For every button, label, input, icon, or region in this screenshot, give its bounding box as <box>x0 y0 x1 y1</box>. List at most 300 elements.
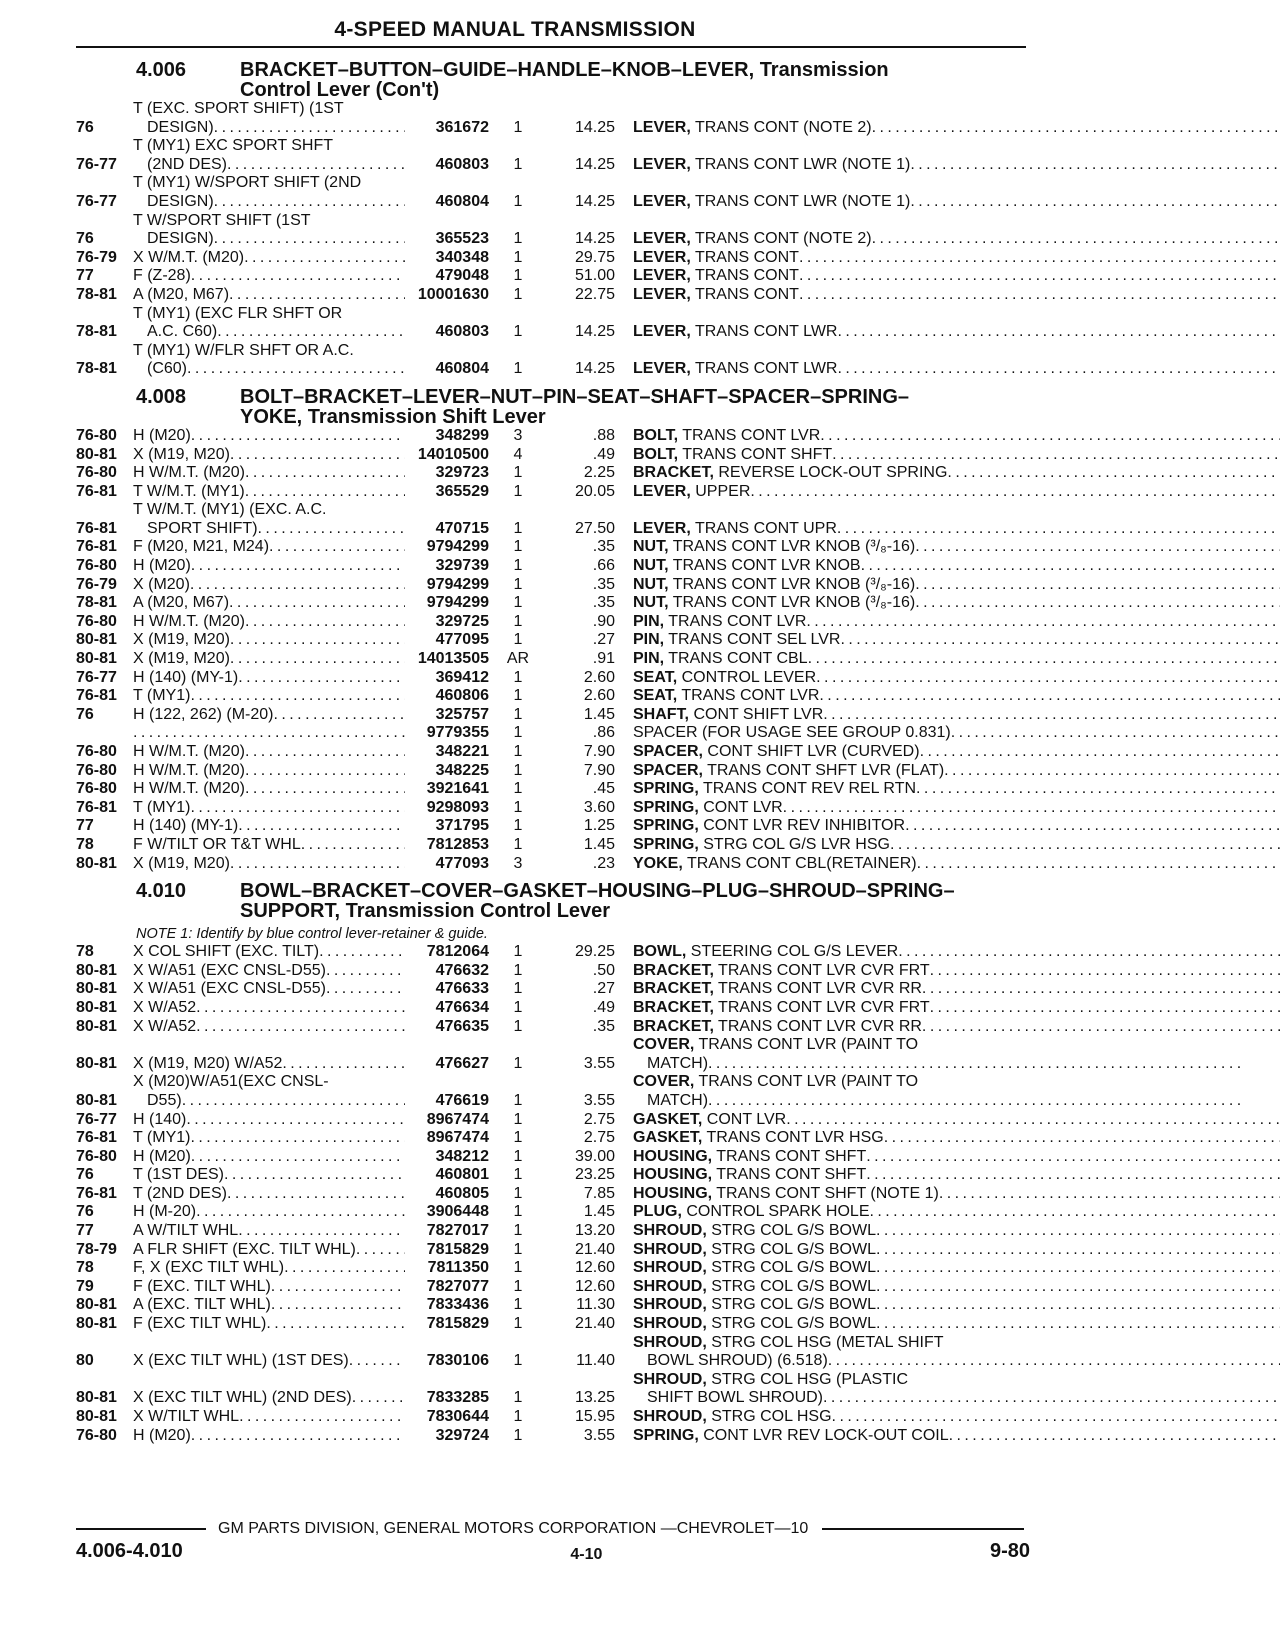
part-keyword: NUT, <box>633 594 669 612</box>
section-title-line: Control Lever (Con't) <box>240 79 440 101</box>
dot-leader <box>708 1092 1241 1111</box>
part-row <box>76 669 1034 688</box>
part-name <box>615 1203 1280 1222</box>
usage-text: (2ND DES) <box>147 155 228 173</box>
part-keyword: PIN, <box>633 650 665 668</box>
dot-leader <box>190 799 405 818</box>
price: .27 <box>592 980 615 998</box>
part-name-line <box>633 1036 1241 1055</box>
part-number: 348225 <box>435 761 489 779</box>
price: .23 <box>592 854 615 872</box>
section-title-line: BRACKET–BUTTON–GUIDE–HANDLE–KNOB–LEVER, Transmission <box>240 59 889 81</box>
usage-line <box>133 342 405 361</box>
part-number: 477095 <box>435 631 489 649</box>
model-years: 78-81 <box>76 285 117 303</box>
part-name <box>615 980 1280 999</box>
usage-description <box>133 943 405 962</box>
model-years: 80-81 <box>76 1017 117 1035</box>
usage-description <box>133 174 405 211</box>
part-number: 8967474 <box>426 1129 489 1147</box>
part-name-text: SEAT, TRANS CONT LVR <box>633 687 820 705</box>
part-name-text: SHROUD, STRG COL HSG <box>633 1408 832 1425</box>
part-number: 329739 <box>435 557 489 575</box>
usage-text: T (MY1) <box>133 687 191 705</box>
usage-line <box>133 1203 405 1222</box>
part-name-line <box>633 669 1280 688</box>
model-years: 76-81 <box>76 482 117 500</box>
part-name-text: BRACKET, TRANS CONT LVR CVR RR <box>633 980 922 998</box>
model-years: 76-81 <box>76 1184 117 1202</box>
part-name-text: LEVER, TRANS CONT LWR <box>633 323 838 341</box>
part-keyword: COVER, <box>633 1036 695 1054</box>
dot-leader <box>230 446 405 465</box>
model-years: 78-81 <box>76 360 117 378</box>
part-row <box>76 1222 1034 1241</box>
usage-description <box>133 762 405 781</box>
usage-line <box>133 501 405 520</box>
usage-description <box>133 980 405 999</box>
dot-leader <box>816 669 1280 688</box>
dot-leader <box>274 706 406 725</box>
part-row <box>76 1185 1034 1204</box>
part-name-line <box>633 119 1280 138</box>
part-name-line <box>633 962 1280 981</box>
model-years: 76 <box>76 1203 94 1221</box>
part-name <box>615 669 1280 688</box>
part-row <box>76 799 1034 818</box>
part-name-text: SHROUD, STRG COL HSG (METAL SHIFT <box>633 1333 944 1351</box>
part-name-text: SHROUD, STRG COL G/S BOWL <box>633 1259 876 1277</box>
part-name-line <box>633 650 1280 669</box>
part-name-line <box>633 687 1280 706</box>
part-number: 14013505 <box>417 650 489 668</box>
part-number: 7815829 <box>426 1315 489 1333</box>
part-name-line <box>633 1334 1280 1353</box>
part-name-text: BOLT, TRANS CONT SHFT <box>633 445 833 463</box>
part-row <box>76 594 1034 613</box>
model-years: 77 <box>76 817 94 835</box>
usage-description <box>133 1315 405 1334</box>
usage-description <box>133 1148 405 1167</box>
dot-leader <box>910 156 1280 175</box>
usage-description <box>133 1073 405 1110</box>
part-name-text: LEVER, TRANS CONT <box>633 285 799 303</box>
part-row <box>76 943 1034 962</box>
quantity: 1 <box>513 1315 523 1333</box>
dot-leader <box>920 743 1280 762</box>
quantity: 1 <box>513 575 523 593</box>
part-name-line <box>633 1278 1280 1297</box>
model-years: 76-80 <box>76 1426 117 1444</box>
usage-line <box>133 855 405 874</box>
usage-line <box>133 780 405 799</box>
part-number: 476632 <box>435 961 489 979</box>
dot-leader <box>230 855 405 874</box>
part-keyword: LEVER, <box>633 360 691 378</box>
dot-leader <box>238 817 405 836</box>
part-name-line <box>633 193 1280 212</box>
quantity: 1 <box>513 980 523 998</box>
part-keyword: LEVER, <box>633 248 691 266</box>
part-name-text: SEAT, CONTROL LEVER <box>633 668 817 686</box>
part-name-line <box>633 799 1280 818</box>
part-row <box>76 538 1034 557</box>
usage-text: DESIGN) <box>147 118 214 136</box>
usage-text: F (EXC. TILT WHL) <box>133 1277 271 1295</box>
part-row <box>76 1371 1034 1408</box>
model-years: 76-79 <box>76 575 117 593</box>
part-keyword: GASKET, <box>633 1129 703 1147</box>
part-number: 460805 <box>435 1184 489 1202</box>
part-keyword: BRACKET, <box>633 1017 714 1035</box>
usage-line <box>133 1427 405 1446</box>
usage-description <box>133 286 405 305</box>
part-name <box>615 557 1280 576</box>
usage-text: X (M20) <box>133 575 190 593</box>
dot-leader <box>949 1427 1280 1446</box>
dot-leader <box>819 687 1280 706</box>
usage-line <box>133 1073 405 1092</box>
part-keyword: LEVER, <box>633 519 691 537</box>
part-name <box>615 1296 1280 1315</box>
part-row <box>76 613 1034 632</box>
model-years: 76-80 <box>76 1147 117 1165</box>
model-years: 79 <box>76 1277 94 1295</box>
part-name-text: HOUSING, TRANS CONT SHFT (NOTE 1) <box>633 1184 939 1202</box>
part-name-text: SHROUD, STRG COL G/S BOWL <box>633 1296 876 1314</box>
part-name-text: MATCH) <box>647 1054 709 1072</box>
part-keyword: BRACKET, <box>633 961 714 979</box>
usage-text: D55) <box>147 1091 182 1109</box>
usage-description <box>133 538 405 557</box>
usage-description <box>133 1427 405 1446</box>
part-name-text: LEVER, TRANS CONT (NOTE 2) <box>633 230 872 248</box>
usage-text: A (M20, M67) <box>133 594 230 612</box>
part-row <box>76 557 1034 576</box>
part-name-text: HOUSING, TRANS CONT SHFT <box>633 1166 867 1184</box>
price: 27.50 <box>574 519 615 537</box>
usage-description <box>133 1111 405 1130</box>
part-name-text: BRACKET, TRANS CONT LVR CVR FRT <box>633 998 930 1016</box>
price: .45 <box>592 780 615 798</box>
usage-line <box>133 999 405 1018</box>
part-row <box>76 1073 1034 1110</box>
usage-description <box>133 305 405 342</box>
usage-description <box>133 743 405 762</box>
part-row <box>76 501 1034 538</box>
usage-description <box>133 855 405 874</box>
part-number: 9779355 <box>426 724 489 742</box>
part-name-text: BRACKET, TRANS CONT LVR CVR RR <box>633 1017 922 1035</box>
usage-line <box>133 249 405 268</box>
part-name <box>615 780 1280 799</box>
part-name <box>615 1278 1280 1297</box>
part-name <box>615 1166 1280 1185</box>
part-name <box>615 1371 1280 1408</box>
price: 2.60 <box>583 687 615 705</box>
usage-line <box>133 1278 405 1297</box>
dot-leader <box>352 1389 405 1408</box>
usage-line <box>133 980 405 999</box>
usage-text: H (122, 262) (M-20) <box>133 705 274 723</box>
usage-line <box>133 483 405 502</box>
model-years: 76 <box>76 705 94 723</box>
usage-line <box>133 286 405 305</box>
section-title-line: BOWL–BRACKET–COVER–GASKET–HOUSING–PLUG–SHROUD–SPRING– <box>240 880 955 903</box>
part-name-text: SPRING, CONT LVR REV LOCK-OUT COIL <box>633 1426 949 1444</box>
part-keyword: SHROUD, <box>633 1259 707 1277</box>
part-name-text: NUT, TRANS CONT LVR KNOB (³/₈-16) <box>633 575 916 593</box>
model-years: 76-80 <box>76 464 117 482</box>
part-name-text: GASKET, CONT LVR <box>633 1110 787 1128</box>
part-keyword: SHROUD, <box>633 1296 707 1314</box>
usage-line <box>133 1018 405 1037</box>
usage-text: X W/TILT WHL <box>133 1408 240 1425</box>
dot-leader <box>861 557 1280 576</box>
part-keyword: SEAT, <box>633 668 678 686</box>
part-name-text: COVER, TRANS CONT LVR (PAINT TO <box>633 1073 919 1091</box>
part-name-line <box>633 1111 1280 1130</box>
dot-leader <box>190 576 405 595</box>
part-keyword: LEVER, <box>633 192 691 210</box>
dot-leader <box>806 613 1280 632</box>
part-name-text: SHROUD, STRG COL HSG (PLASTIC <box>633 1370 908 1388</box>
model-years: 80-81 <box>76 1389 117 1407</box>
quantity: 1 <box>513 248 523 266</box>
part-name <box>615 267 1280 286</box>
part-name-line <box>633 999 1280 1018</box>
quantity: 1 <box>513 594 523 612</box>
dot-leader <box>872 119 1280 138</box>
part-name-text: PIN, TRANS CONT SEL LVR <box>633 631 841 649</box>
quantity: 1 <box>513 668 523 686</box>
dot-leader <box>876 1241 1280 1260</box>
usage-line <box>133 1222 405 1241</box>
price: 3.55 <box>583 1091 615 1109</box>
quantity: 1 <box>513 1110 523 1128</box>
usage-line <box>133 669 405 688</box>
part-number: 348299 <box>435 426 489 444</box>
part-name <box>615 962 1280 981</box>
usage-description <box>133 999 405 1018</box>
price: 3.55 <box>583 1426 615 1444</box>
dot-leader <box>239 1408 405 1427</box>
price: 21.40 <box>574 1315 615 1333</box>
part-name-line <box>633 1259 1280 1278</box>
part-name-text: SHIFT BOWL SHROUD) <box>647 1389 824 1407</box>
model-years: 80 <box>76 1352 94 1370</box>
model-years: 78 <box>76 943 94 961</box>
dot-leader <box>872 230 1280 249</box>
model-years: 76 <box>76 230 94 248</box>
usage-text: (C60) <box>147 360 188 378</box>
usage-text: DESIGN) <box>147 230 214 248</box>
usage-line <box>133 1055 405 1074</box>
usage-text: T (MY1) W/SPORT SHIFT (2ND <box>133 174 362 192</box>
part-number: 7830106 <box>426 1352 489 1370</box>
usage-text: H (M20) <box>133 426 191 444</box>
usage-line <box>133 706 405 725</box>
part-keyword: YOKE, <box>633 854 683 872</box>
part-name-line <box>633 980 1280 999</box>
part-name <box>615 1111 1280 1130</box>
price: 29.25 <box>574 943 615 961</box>
part-name-text: MATCH) <box>647 1091 709 1109</box>
part-name-line <box>633 762 1280 781</box>
part-name-text: NUT, TRANS CONT LVR KNOB (³/₈-16) <box>633 594 916 612</box>
usage-description <box>133 631 405 650</box>
usage-text: SPORT SHIFT) <box>147 519 258 537</box>
usage-line <box>133 156 405 175</box>
usage-text: F (M20, M21, M24) <box>133 538 270 556</box>
part-name-line <box>633 817 1280 836</box>
part-name-line <box>633 613 1280 632</box>
quantity: 1 <box>513 1147 523 1165</box>
price: 14.25 <box>574 155 615 173</box>
model-years: 80-81 <box>76 854 117 872</box>
usage-text: H W/M.T. (M20) <box>133 743 245 760</box>
usage-text: H (140) (MY-1) <box>133 668 239 686</box>
usage-text: X (M19, M20) <box>133 650 230 668</box>
usage-text: H (140) <box>133 1110 187 1128</box>
part-name-line <box>633 286 1280 305</box>
part-name-line <box>633 1352 1280 1371</box>
part-name-text: SHROUD, STRG COL G/S BOWL <box>633 1315 876 1333</box>
price: 3.60 <box>583 798 615 816</box>
part-keyword: HOUSING, <box>633 1166 713 1184</box>
part-name-text: LEVER, TRANS CONT <box>633 267 799 285</box>
usage-description <box>133 1203 405 1222</box>
quantity: 1 <box>513 230 523 248</box>
part-number: 7812064 <box>426 943 489 961</box>
quantity: 1 <box>513 998 523 1016</box>
part-keyword: NUT, <box>633 557 669 575</box>
usage-text: T W/SPORT SHIFT (1ST <box>133 211 311 229</box>
part-number: 460806 <box>435 687 489 705</box>
usage-description <box>133 137 405 174</box>
part-row <box>76 1148 1034 1167</box>
model-years: 76-81 <box>76 519 117 537</box>
usage-line <box>133 1241 405 1260</box>
part-number: 365523 <box>435 230 489 248</box>
dot-leader <box>915 576 1280 595</box>
usage-line <box>133 943 405 962</box>
part-name <box>615 706 1280 725</box>
quantity: AR <box>506 650 530 668</box>
part-name <box>615 1148 1280 1167</box>
dot-leader <box>182 1092 405 1111</box>
dot-leader <box>890 836 1280 855</box>
part-row <box>76 1296 1034 1315</box>
part-name-text: SPRING, STRG COL G/S LVR HSG <box>633 835 890 853</box>
part-name-text: SPACER, CONT SHIFT LVR (CURVED) <box>633 743 920 760</box>
part-name <box>615 576 1280 595</box>
usage-description <box>133 1278 405 1297</box>
part-number: 7827077 <box>426 1277 489 1295</box>
part-name <box>615 538 1280 557</box>
part-name-text: YOKE, TRANS CONT CBL(RETAINER) <box>633 854 917 872</box>
part-name <box>615 1222 1280 1241</box>
usage-description <box>133 483 405 502</box>
usage-description <box>133 1241 405 1260</box>
usage-text: X (EXC TILT WHL) (2ND DES) <box>133 1389 352 1407</box>
dot-leader <box>750 483 1280 502</box>
dot-leader <box>951 724 1280 743</box>
part-name-text: BOLT, TRANS CONT LVR <box>633 426 821 444</box>
part-keyword: SHROUD, <box>633 1408 707 1425</box>
dot-leader <box>191 427 405 446</box>
dot-leader <box>866 1148 1280 1167</box>
part-row <box>76 464 1034 483</box>
part-number: 476619 <box>435 1091 489 1109</box>
quantity: 1 <box>513 1426 523 1444</box>
part-name <box>615 836 1280 855</box>
part-name-line <box>633 1296 1280 1315</box>
price: .27 <box>592 631 615 649</box>
part-row <box>76 817 1034 836</box>
usage-description <box>133 464 405 483</box>
usage-line <box>133 119 405 138</box>
section-title-line: BOLT–BRACKET–LEVER–NUT–PIN–SEAT–SHAFT–SPACER–SPRING– <box>240 385 910 408</box>
usage-text: X (M19, M20) <box>133 854 230 872</box>
usage-text: T (MY1) <box>133 1129 191 1147</box>
part-name <box>615 799 1280 818</box>
model-years: 80-81 <box>76 1091 117 1109</box>
part-name-line <box>633 557 1280 576</box>
dot-leader <box>326 980 405 999</box>
part-number: 9794299 <box>426 538 489 556</box>
model-years: 76-77 <box>76 668 117 686</box>
usage-text: T W/M.T. (MY1) <box>133 482 245 500</box>
usage-line <box>133 193 405 212</box>
quantity: 1 <box>513 705 523 723</box>
model-years: 78 <box>76 1259 94 1277</box>
dot-leader <box>266 1315 405 1334</box>
model-years: 76-80 <box>76 743 117 760</box>
part-keyword: SHROUD, <box>633 1240 707 1258</box>
part-number: 329725 <box>435 612 489 630</box>
price: 39.00 <box>574 1147 615 1165</box>
price: 14.25 <box>574 118 615 136</box>
model-years: 80-81 <box>76 1054 117 1072</box>
model-years: 80-81 <box>76 1408 117 1425</box>
part-number: 476634 <box>435 998 489 1016</box>
price: .49 <box>592 998 615 1016</box>
dot-leader <box>196 1203 405 1222</box>
part-name-line <box>633 1241 1280 1260</box>
part-name-line <box>633 249 1280 268</box>
usage-line <box>133 1092 405 1111</box>
usage-text: H W/M.T. (M20) <box>133 464 245 482</box>
usage-line <box>133 230 405 249</box>
dot-leader <box>190 687 405 706</box>
part-name-line <box>633 1166 1280 1185</box>
usage-text: X COL SHIFT (EXC. TILT) <box>133 943 320 961</box>
model-years: 78-79 <box>76 1240 117 1258</box>
part-name <box>615 1129 1280 1148</box>
part-name-text: SHROUD, STRG COL G/S BOWL <box>633 1222 876 1240</box>
part-number: 470715 <box>435 519 489 537</box>
quantity: 1 <box>513 1129 523 1147</box>
part-number: 476635 <box>435 1017 489 1035</box>
usage-text: T (2ND DES) <box>133 1184 227 1202</box>
price: .35 <box>592 594 615 612</box>
usage-description <box>133 836 405 855</box>
dot-leader <box>227 1185 405 1204</box>
part-name-text: LEVER, TRANS CONT LWR (NOTE 1) <box>633 192 911 210</box>
part-name-text: BRACKET, REVERSE LOCK-OUT SPRING <box>633 464 948 482</box>
usage-line <box>133 1129 405 1148</box>
